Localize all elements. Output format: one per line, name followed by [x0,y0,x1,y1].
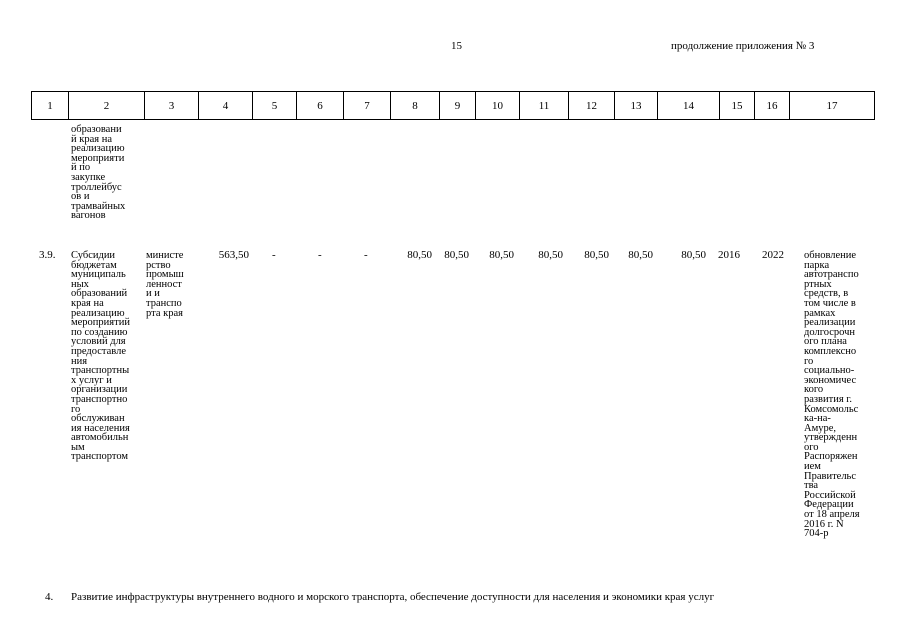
page-number: 15 [451,40,462,52]
value-col8: 80,50 [407,249,432,261]
row-executor: министе рство промыш ленност и и транспо рта края [146,250,184,319]
prev-row-name-continuation: образовани й края на реализацию мероприяти й по закупке троллейбус ов и трамвайных вагонов [71,124,126,222]
value-col7: - [364,249,368,261]
col-number: 14 [657,92,719,119]
col-number: 12 [568,92,614,119]
value-col5: - [272,249,276,261]
col-number: 13 [614,92,657,119]
value-col12: 80,50 [584,249,609,261]
col-number: 15 [719,92,754,119]
section-title: Развитие инфраструктуры внутреннего водного и морского транспорта, обеспечение доступности для населения и экономики края услуг [71,591,715,603]
col-number: 8 [390,92,439,119]
value-col9: 80,50 [444,249,469,261]
start-year: 2016 [718,249,740,261]
col-number: 2 [68,92,144,119]
column-number-row [31,91,875,120]
section-number: 4. [45,591,54,603]
col-number: 7 [343,92,390,119]
col-number: 5 [252,92,296,119]
row-number: 3.9. [39,249,56,261]
col-number: 9 [439,92,475,119]
value-col14: 80,50 [681,249,706,261]
value-col11: 80,50 [538,249,563,261]
continuation-label: продолжение приложения № 3 [671,40,815,52]
value-col10: 80,50 [489,249,514,261]
col-number: 6 [296,92,343,119]
col-number: 10 [475,92,519,119]
row-result: обновление парка автотранспо ртных средств, в том числе в рамках реализации долгосрочн ого плана комплексно го социально- экономичес кого развития г. Комсомольс ка-на- Амуре, утвержденн ого Распоряжен ием Правительс тва Российской Федерации от 18 апреля 2016 г. N 704-р [804,250,860,540]
col-number: 11 [519,92,568,119]
total-value: 563,50 [218,249,249,261]
end-year: 2022 [762,249,784,261]
col-number: 17 [789,92,874,119]
col-number: 3 [144,92,198,119]
col-number: 4 [198,92,252,119]
value-col6: - [318,249,322,261]
value-col13: 80,50 [628,249,653,261]
row-name: Субсидии бюджетам муниципаль ных образований края на реализацию мероприятий по созданию условий для предоставле ния транспортны х услуг и организации транспортно го обслуживан ия населения автомобильн ым транспортом [71,250,130,463]
col-number: 16 [754,92,789,119]
col-number: 1 [47,99,53,112]
